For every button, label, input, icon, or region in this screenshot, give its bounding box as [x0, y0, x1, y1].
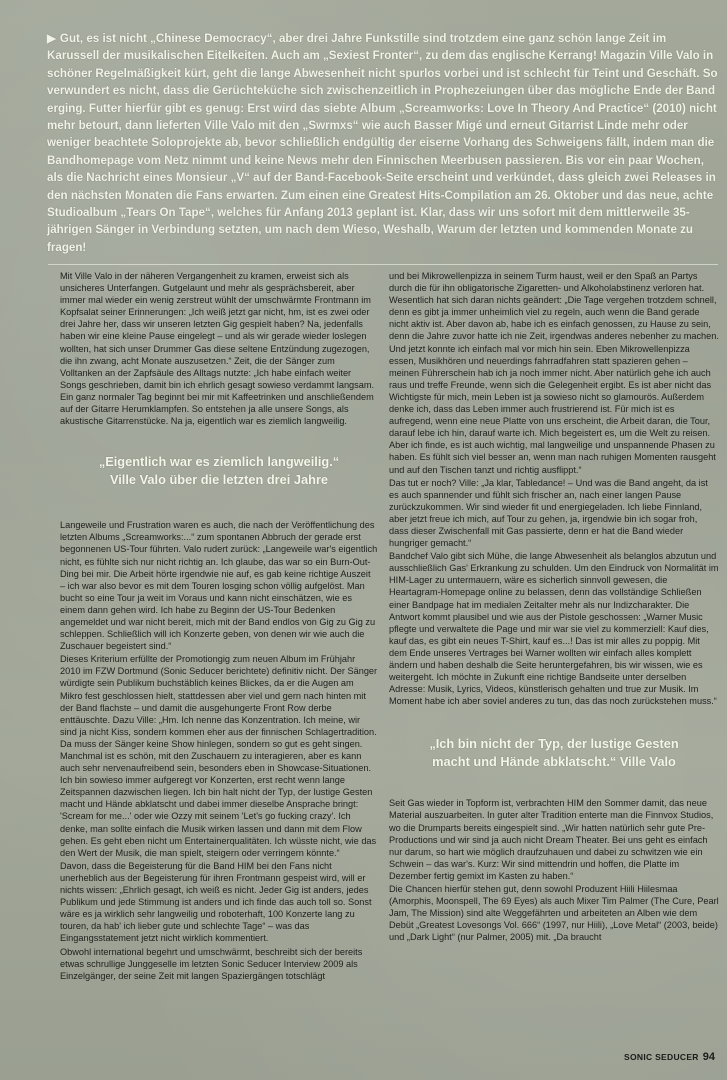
page-number: 94 [702, 1051, 715, 1063]
right-paragraph-4: Seit Gas wieder in Topform ist, verbrachten HIM den Sommer damit, das neue Material auszuarbeiten. In guter alter Tradition enterte man die Finnvox Studios, wo die Drumparts bereits eingespielt sind. „Wir hatten natürlich sehr gute Pre-Productions und wir sind ja auch nicht Dream Theater. Bei uns geht es einfach nur darum, so hart wie möglich draufzuhauen und dabei zu schwitzen wie ein Schwein – das war's. Kurz: Wir sind mittendrin und hoffen, die Platte im Dezember fertig gemixt im Kasten zu haben.“ [389, 798, 714, 881]
pull-quote-right-line-2: macht und Hände abklatscht.“ Ville Valo [432, 754, 676, 770]
page-footer [624, 1047, 715, 1065]
left-column [60, 270, 378, 983]
left-paragraph-1: Mit Ville Valo in der näheren Vergangenheit zu kramen, erweist sich als unsicheres Unterfangen. Gutgelaunt und mehr als gesprächsbereit, aber immer mal wieder ein wenig zerstreut wühlt der umschwärmte Frontmann im Kopfsalat seiner Erinnerungen: „Ich weiß jetzt gar nicht, hm, ist es zwei oder drei Jahre her, dass wir unseren letzten Gig gespielt haben? Na, jedenfalls haben wir eine kleine Pause eingelegt – und als wir gerade wieder loslegen wollten, hat sich unser Drummer Gas diese seltene Entzündung zugezogen, die ihn zwang, acht Monate auszusetzen.“ Zeit, die der Sänger zum Volltanken an der Zapfsäule des Alltags nutzte: „Ich habe einfach weiter Songs geschrieben, damit bin ich ehrlich gesagt sowieso verdammt langsam. Ein ganz normaler Tag beginnt bei mir mit Kaffeetrinken und anschließendem auf der Gitarre Herumklampfen. So entstehen ja alle unsere Songs, als akustische Gitarrenstücke. Na ja, eigentlich war es ziemlich langweilig. [60, 271, 375, 427]
arrow-icon: ▶ [47, 32, 56, 45]
pull-quote-right-line-1: „Ich bin nicht der Typ, der lustige Gesten [429, 736, 679, 752]
right-paragraph-3: Bandchef Valo gibt sich Mühe, die lange Abwesenheit als belanglos abzutun und ausschließlich Gas' Erkrankung zu schulden. Um den Eindruck von Normalität im HIM-Lager zu untermauern, wäre es sicherlich sinnvoll gewesen, die Heartagram-Homepage online zu belassen, denn das vollständige Schließen einer Bandpage hat im medialen Zeitalter mehr als nur Indizcharakter. Die Antwort kommt plausibel und wie aus der Pistole geschossen: „Warner Music pflegte und verwaltete die Page und mir war sie viel zu kommerziell: Kauf dies, kauf das, es gibt ein neues T-Shirt, kauf es...! Das ist mir alles zu poppig. Mit dem Ende unseres Vertrages bei Warner wollten wir einfach alles komplett ändern und haben deshalb die Seite heruntergefahren, bis wir wissen, wie es weitergeht. Ich möchte in Zukunft eine richtige Bandseite unter derselben Adresse: Musik, Lyrics, Videos, künstlerisch gehalten und true zur Musik. Im Moment habe ich aber soviel anderes zu tun, das das noch zurückstehen muss.“ [389, 551, 719, 707]
right-column [389, 270, 719, 945]
pull-quote-right [389, 735, 719, 771]
intro-paragraph [47, 30, 719, 256]
left-paragraph-2: Langeweile und Frustration waren es auch, die nach der Veröffentlichung des letzten Albums „Screamworks:...“ zum spontanen Abbruch der gerade erst begonnenen US-Tour führten. Valo rudert zurück: „Langeweile war's eigentlich nicht, es fühlte sich nur nicht richtig an. Ich glaube, das war so ein Burn-Out-Ding bei mir. Die Arbeit hörte irgendwie nie auf, es gab keine richtige Auszeit – ich war also bevor es mit dem Touren losging schon völlig aufgelöst. Man bucht so eine Tour ja weit im Voraus und kann nicht einschätzen, wie es einem dann gehen wird. Ich habe zu Beginn der US-Tour Bedenken angemeldet und war nicht bereit, mich mit der Band endlos von Gig zu Gig zu schleppen. Schließlich will ich Konzerte geben, von denen wir wie auch die Zuschauer begeistert sind.“ [60, 520, 378, 652]
pull-quote-left-line-2: Ville Valo über die letzten drei Jahre [109, 472, 329, 488]
left-paragraph-5: Obwohl international begehrt und umschwärmt, beschreibt sich der bereits etwas schrullige Junggeselle im letzten Sonic Seducer Interview 2009 als Einzelgänger, der seine Zeit mit langen Spaziergängen totschlägt [60, 946, 363, 981]
left-paragraph-4: Davon, dass die Begeisterung für die Band HIM bei den Fans nicht unerheblich aus der Begeisterung für ihren Frontmann gespeist wird, will er nichts wissen: „Ehrlich gesagt, ich weiß es nicht. Jeder Gig ist anders, jedes Publikum und jede Stimmung ist anders und ich finde das auch toll so. Sonst wäre es ja wirklich sehr langweilig und roboterhaft, 100 Konzerte lang zu touren, da hab' ich lieber gute und schlechte Tage“ – was das Eingangsstatement jetzt nicht wirklich kommentiert. [60, 860, 372, 944]
left-paragraph-3: Dieses Kriterium erfüllte der Promotiongig zum neuen Album im Frühjahr 2010 im FZW Dortmund (Sonic Seducer berichtete) definitiv nicht. Der Sänger würdigte sein Publikum buchstäblich keines Blickes, da er die Augen am Mikro fest geschlossen hielt, stattdessen aber viel und gern nach hinten mit der Band flachste – und damit die ausgehungerte Front Row derbe enttäuschte. Dazu Ville: „Hm. Ich nenne das Konzentration. Ich meine, wir sind ja nicht Kiss, sondern kommen eher aus der finnischen Schlagertradition. Da muss der Sänger keine Show hinlegen, sondern so gut es geht singen. Manchmal ist es schön, mit den Zuschauern zu interagieren, aber es kann auch sehr nervenaufreibend sein, besonders eben in Showcase-Situationen. Ich bin sowieso immer aufgeregt vor Konzerten, erst recht wenn lange Zeitspannen dazwischen liegen. Ich bin halt nicht der Typ, der lustige Gesten macht und Hände abklatscht und dabei immer dieselbe Ansprache bringt: 'Scream for me...' oder wie Ozzy mit seinem 'Let's go fucking crazy'. Ich denke, man sollte einfach die Musik wirken lassen und dann mit dem Flow gehen. Es geht eben nicht um Entertainerqualitäten. Ich wüsste nicht, wie das den Wert der Musik, die man spielt, steigern oder verringern könnte.“ [60, 654, 378, 858]
right-paragraph-5: Die Chancen hierfür stehen gut, denn sowohl Produzent Hiili Hiilesmaa (Amorphis, Moonspell, The 69 Eyes) als auch Mixer Tim Palmer (The Cure, Pearl Jam, The Mission) sind alte Weggefährten und arbeiteten an Alben wie dem Debüt „Greatest Lovesongs Vol. 666“ (1997, nur Hiili), „Love Metal“ (2003, beide) und „Dark Light“ (nur Palmer, 2005) mit. „Da braucht [389, 884, 719, 943]
magazine-name: SONIC SEDUCER [624, 1052, 699, 1062]
intro-text: Gut, es ist nicht „Chinese Democracy“, aber drei Jahre Funkstille sind trotzdem eine ganz schön lange Zeit im Karussell der musikalischen Eitelkeiten. Auch am „Sexiest Fronter“, zu dem das englische Kerrang! Magazin Ville Valo in schöner Regelmäßigkeit kürt, geht die lange Abwesenheit nicht spurlos vorbei und ist schlecht für Teint und Geschäft. So verwundert es nicht, dass die Gerüchteküche sich zwischenzeitlich in Prophezeiungen über das mögliche Ende der Band erging. Futter hierfür gibt es genug: Erst wird das siebte Album „Screamworks: Love In Theory And Practice“ (2010) nicht mehr betourt, dann lieferten Ville Valo mit den „Swrmxs“ wie auch Basser Migé und erneut Gitarrist Linde mehr oder weniger beachtete Soloprojekte ab, bevor schließlich endgültig der eiserne Vorhang des Schweigens fällt, indem man die Bandhomepage vom Netz nimmt und keine News mehr den Finnischen Meerbusen passieren. Bis vor ein paar Wochen, als die Nachricht eines Monsieur „V“ auf der Band-Facebook-Seite erscheint und verkündet, dass gleich zwei Releases in den nächsten Monaten die Fans erwarten. Zum einen eine Greatest Hits-Compilation am 26. Oktober und das neue, achte Studioalbum „Tears On Tape“, welches für Anfang 2013 geplant ist. Klar, dass wir uns sofort mit dem mittlerweile 35-jährigen Sänger in Verbindung setzten, um nach dem Wieso, Weshalb, Warum der letzten und kommenden Monate zu fragen! [47, 32, 718, 254]
right-paragraph-2: Das tut er noch? Ville: „Ja klar, Tabledance! – Und was die Band angeht, da ist es auch spannender und fühlt sich frischer an, nach einer langen Pause zurückzukommen. Wir sind wieder fit und energiegeladen. Ich liebe Finnland, aber jetzt freue ich mich, auf Tour zu gehen, ja, irgendwie bin ich sogar froh, dass dieser Zwischenfall mit Gas passierte, denn er hat die Band wieder hungriger gemacht.“ [389, 477, 708, 549]
pull-quote-left-line-1: „Eigentlich war es ziemlich langweilig.“ [98, 454, 340, 470]
divider [48, 264, 718, 265]
pull-quote-left [60, 453, 378, 489]
right-paragraph-1: und bei Mikrowellenpizza in seinem Turm haust, weil er den Spaß an Partys durch die für ihn obligatorische Zigaretten- und Alkoholabstinenz verloren hat. Wesentlich hat sich daran nichts geändert: „Die Tage vergehen trotzdem schnell, denn es gibt ja immer unheimlich viel zu regeln, auch wenn die Band gerade nicht aktiv ist. Aber davon ab, habe ich es einfach genossen, zu Hause zu sein, denn die Jahre zuvor hatte ich nie Zeit, irgendwas anderes nebenher zu machen. Und jetzt konnte ich einfach mal vor mich hin sein. Eben Mikrowellenpizza essen, Musikhören und neuerdings fahrradfahren statt spazieren gehen – meinen Führerschein hab ich ja noch immer nicht. Aber natürlich gehe ich auch raus und treffe Freunde, wenn sich die Gelegenheit ergibt. Es ist aber nicht das Wichtigste für mich, mein Leben ist ja sowieso nicht so glamourös. Außerdem denke ich, dass das Leben immer auch frustrierend ist. Für mich ist es aufregend, wenn eine neue Platte von uns erscheint, die Arbeit daran, die Tour, darauf lebe ich hin, darauf warte ich. Mich begeistert es, um die Welt zu reisen. Aber ich finde, es ist auch wichtig, mal langweilige und unspannende Phasen zu haben. Es fühlt sich viel besser an, wenn man nach ruhigen Momenten rausgeht und auf den Tischen tanzt und richtig ausflippt.“ [389, 271, 719, 475]
